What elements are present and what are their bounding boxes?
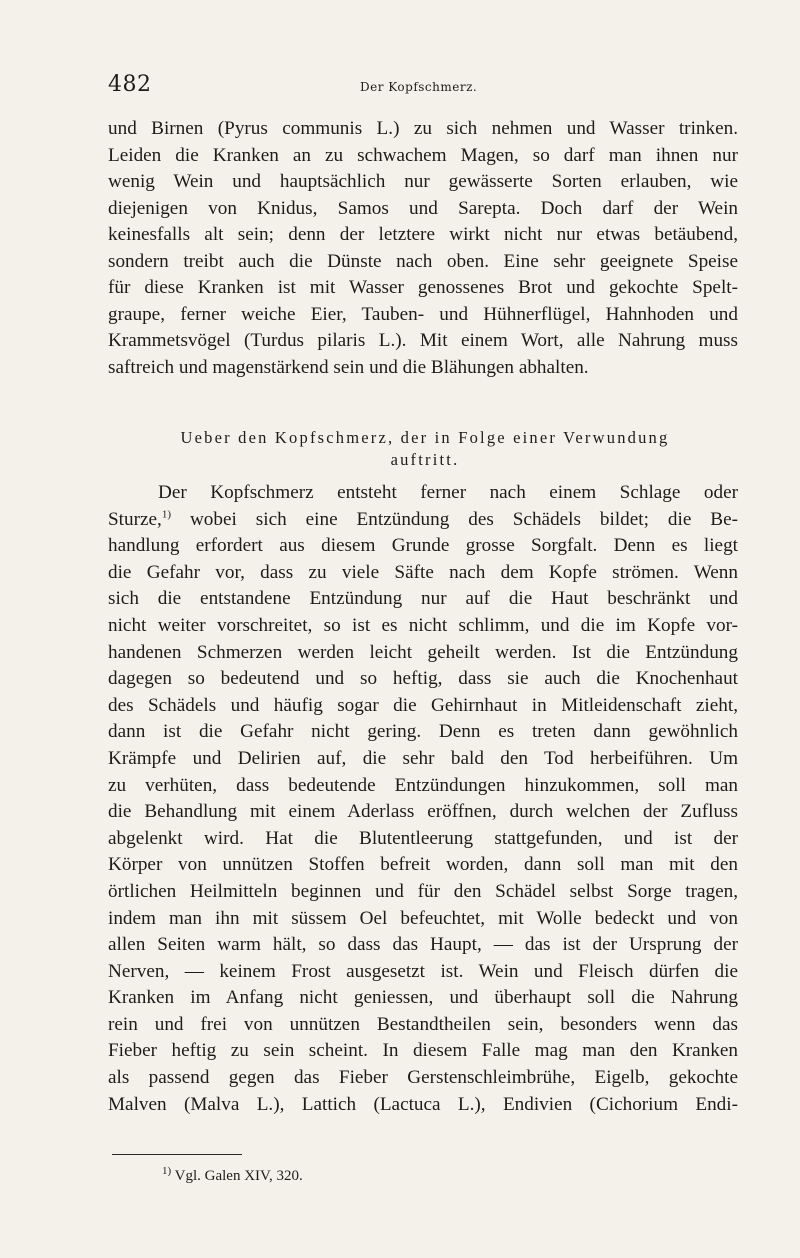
text-line: diejenigen von Knidus, Samos und Sarepta. Doch darf der Wein — [108, 197, 738, 219]
text-line: Kranken im Anfang nicht geniessen, und überhaupt soll die Nahrung — [108, 987, 738, 1009]
footnote-divider — [112, 1154, 242, 1155]
text-line: abgelenkt wird. Hat die Blutentleerung stattgefunden, und ist der — [108, 827, 738, 849]
text-line: graupe, ferner weiche Eier, Tauben- und Hühnerflügel, Hahnhoden und — [108, 303, 738, 325]
footnote-marker: 1) — [162, 1165, 172, 1177]
text-line: für diese Kranken ist mit Wasser genossenes Brot und gekochte Spelt- — [108, 277, 738, 298]
text-line: Malven (Malva L.), Lattich (Lactuca L.), Endivien (Cichorium Endi- — [108, 1093, 738, 1115]
section-heading-line: Ueber den Kopfschmerz, der in Folge einer Verwundung — [180, 428, 670, 447]
text-line: dann ist die Gefahr nicht gering. Denn es treten dann gewöhnlich — [108, 721, 738, 743]
text-line: handenen Schmerzen werden leicht geheilt werden. Ist die Entzündung — [108, 641, 738, 663]
text-line: sich die entstandene Entzündung nur auf die Haut beschränkt und — [108, 588, 738, 610]
text-line: die Behandlung mit einem Aderlass eröffnen, durch welchen der Zufluss — [108, 801, 738, 823]
section-heading — [140, 427, 710, 471]
paragraph-continued — [108, 116, 738, 381]
text-line: Körper von unnützen Stoffen befreit worden, dann soll man mit den — [108, 854, 738, 876]
text-line: sondern treibt auch die Dünste nach oben. Eine sehr geeignete Speise — [108, 250, 738, 272]
text-line: und Birnen (Pyrus communis L.) zu sich nehmen und Wasser trinken. — [108, 118, 738, 139]
text-fragment: Sturze, — [108, 508, 162, 530]
text-line: örtlichen Heilmitteln beginnen und für den Schädel selbst Sorge tragen, — [108, 880, 738, 902]
text-line: Krammetsvögel (Turdus pilaris L.). Mit einem Wort, alle Nahrung muss — [108, 330, 738, 351]
text-line-with-note — [108, 507, 738, 534]
text-line: die Gefahr vor, dass zu viele Säfte nach dem Kopfe strömen. Wenn — [108, 561, 738, 583]
text-line: Der Kopfschmerz entsteht ferner nach einem Schlage oder — [158, 482, 738, 503]
text-line: indem man ihn mit süssem Oel befeuchtet, mit Wolle bedeckt und von — [108, 907, 738, 929]
text-line: handlung erfordert aus diesem Grunde grosse Sorgfalt. Denn es liegt — [108, 535, 738, 557]
running-head: Der Kopfschmerz. — [360, 80, 478, 94]
page-number: 482 — [108, 72, 152, 97]
page-header — [108, 72, 738, 102]
text-line: Krämpfe und Delirien auf, die sehr bald den Tod herbeiführen. Um — [108, 747, 738, 769]
section-heading-line: auftritt. — [390, 450, 460, 469]
text-line: saftreich und magenstärkend sein und die Blähungen abhalten. — [108, 356, 589, 378]
footnote-reference[interactable]: 1) — [161, 508, 171, 521]
footnote — [162, 1165, 303, 1185]
text-line: Fieber heftig zu sein scheint. In diesem Falle mag man den Kranken — [108, 1040, 738, 1062]
text-line: Leiden die Kranken an zu schwachem Magen, so darf man ihnen nur — [108, 144, 738, 166]
paragraph-main — [108, 480, 738, 1118]
text-fragment: wobei sich eine Entzündung des Schädels bildet; die Be- — [171, 508, 738, 530]
footnote-text: Vgl. Galen XIV, 320. — [171, 1168, 303, 1184]
text-line: dagegen so bedeutend und so heftig, dass sie auch die Knochenhaut — [108, 668, 738, 690]
text-line: Nerven, — keinem Frost ausgesetzt ist. Wein und Fleisch dürfen die — [108, 960, 738, 982]
text-line: allen Seiten warm hält, so dass das Haupt, — das ist der Ursprung der — [108, 934, 738, 956]
text-line: zu verhüten, dass bedeutende Entzündungen hinzukommen, soll man — [108, 774, 738, 796]
text-line: nicht weiter vorschreitet, so ist es nicht schlimm, und die im Kopfe vor- — [108, 614, 738, 636]
text-line: keinesfalls alt sein; denn der letztere wirkt nicht nur etwas betäubend, — [108, 224, 738, 245]
text-line: als passend gegen das Fieber Gerstenschleimbrühe, Eigelb, gekochte — [108, 1067, 738, 1089]
text-line: wenig Wein und hauptsächlich nur gewässerte Sorten erlauben, wie — [108, 171, 738, 192]
text-line: des Schädels und häufig sogar die Gehirnhaut in Mitleidenschaft zieht, — [108, 694, 738, 716]
text-line: rein und frei von unnützen Bestandtheilen sein, besonders wenn das — [108, 1013, 738, 1035]
